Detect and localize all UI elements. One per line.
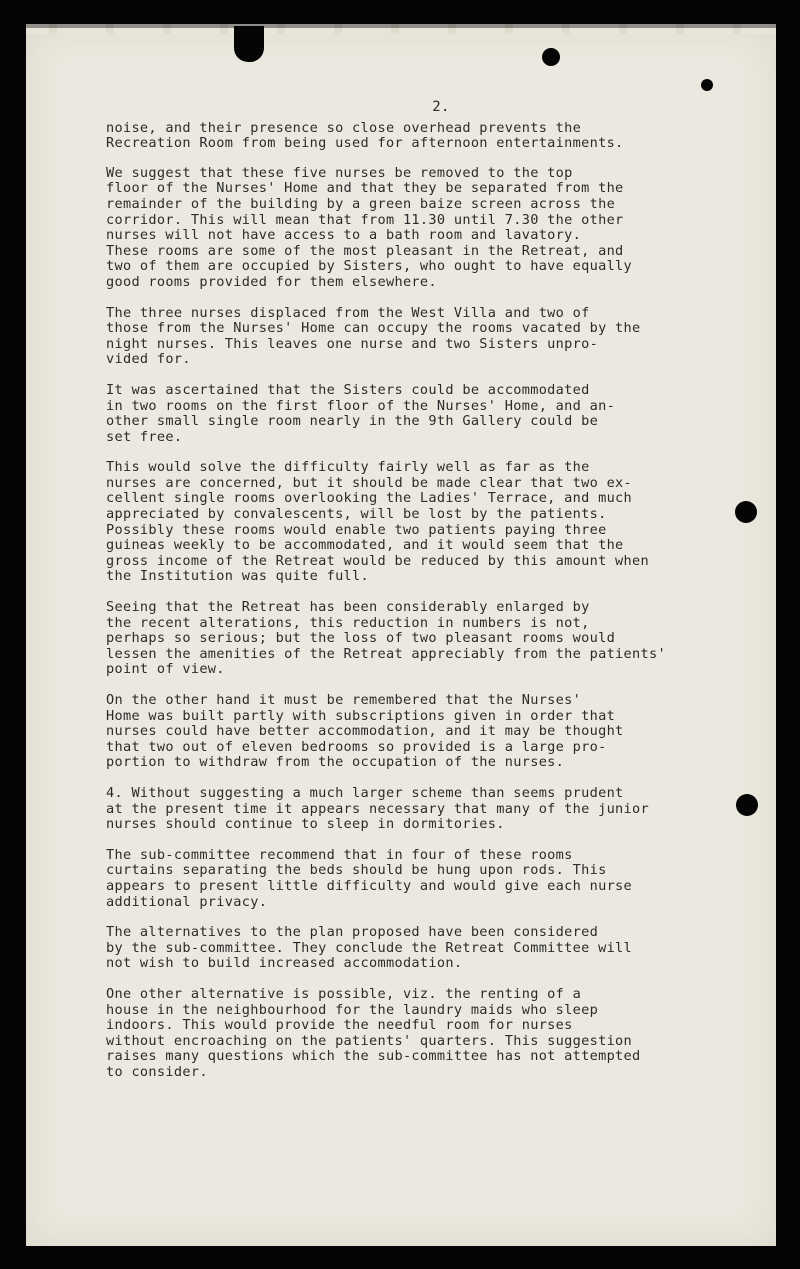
paragraph-alternatives: The alternatives to the plan proposed have been considered by the sub-committee. They conclude the Retreat Committee will not wish to build increased accommodation. — [106, 924, 633, 972]
punch-hole-right-upper — [735, 501, 757, 523]
paragraph-difficulty: This would solve the difficulty fairly well as far as the nurses are concerned, but it should be made clear that two ex- cellent single rooms overlooking the Ladies' Terrace, and much appreciated by convalescents, will be lost by the patients. Possibly these rooms would enable two patients paying three guineas weekly to be accommodated, and it would seem that the gross income of the Retreat would be reduced by this amount when the Institution was quite full. — [106, 459, 649, 585]
typewritten-page — [26, 28, 776, 1246]
document-body — [106, 88, 736, 1095]
paragraph-continuation: noise, and their presence so close overhead prevents the Recreation Room from being used for afternoon entertainments. — [106, 119, 624, 152]
punch-hole-top-center — [542, 48, 560, 66]
paragraph-sisters-accommodation: It was ascertained that the Sisters could be accommodated in two rooms on the first floor of the Nurses' Home, and an- other small single room nearly in the 9th Gallery could be set free. — [106, 381, 616, 445]
page-number: 2. — [432, 99, 450, 115]
paragraph-nurses-home: On the other hand it must be remembered that the Nurses' Home was built partly with subscriptions given in order that nurses could have better accommodation, and it may be thought that two out of eleven bedrooms so provided is a large pro- portion to withdraw from the occupation of the nurses. — [106, 692, 624, 771]
paragraph-section-4: 4. Without suggesting a much larger scheme than seems prudent at the present time it appears necessary that many of the junior nurses should continue to sleep in dormitories. — [106, 784, 649, 833]
paragraph-retreat-enlarged: Seeing that the Retreat has been considerably enlarged by the recent alterations, this reduction in numbers is not, perhaps so serious; but the loss of two pleasant rooms would lessen the amenities of the Retreat appreciably from the patients' point of view. — [106, 599, 666, 678]
paragraph-displaced-nurses: The three nurses displaced from the West Villa and two of those from the Nurses' Home can occupy the rooms vacated by the night nurses. This leaves one nurse and two Sisters unpro- vided for. — [106, 304, 641, 368]
paragraph-renting-house: One other alternative is possible, viz. the renting of a house in the neighbourhood for the laundry maids who sleep indoors. This would provide the needful room for nurses without encroaching on the patients' quarters. This suggestion raises many questions which the sub-committee has not attempted to consider. — [106, 985, 641, 1080]
punch-hole-right-lower — [736, 794, 758, 816]
top-edge-notch — [234, 26, 264, 62]
paragraph-curtains: The sub-committee recommend that in four of these rooms curtains separating the beds should be hung upon rods. This appears to present little difficulty and would give each nurse additional privacy. — [106, 846, 633, 910]
paragraph-suggestion-top-floor: We suggest that these five nurses be removed to the top floor of the Nurses' Home and that they be separated from the remainder of the building by a green baize screen across the corridor. This will mean that from 11.30 until 7.30 the other nurses will not have access to a bath room and lavatory. These rooms are some of the most pleasant in the Retreat, and two of them are occupied by Sisters, who ought to have equally good rooms provided for them elsewhere. — [106, 164, 633, 290]
